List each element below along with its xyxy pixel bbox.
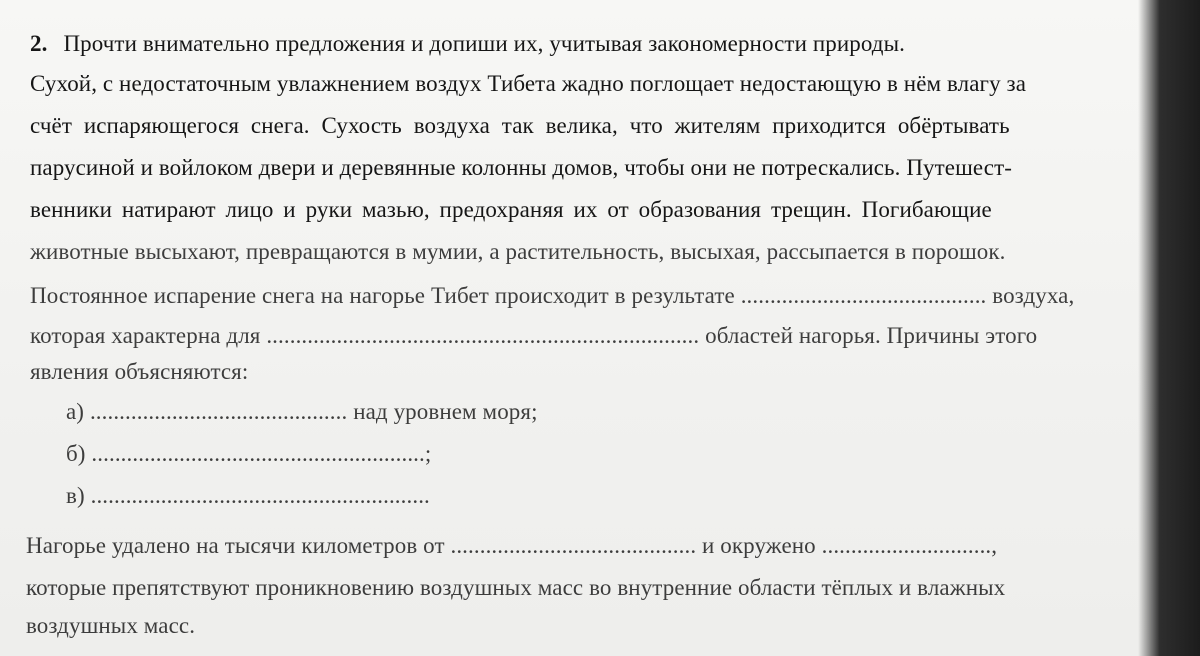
- fill-line-1-blank: ..........................................: [740, 283, 987, 308]
- answer-item-v: [66, 482, 430, 510]
- fill-line-1-start: Постоянное испарение снега на нагорье Тибет происходит в результате: [30, 283, 735, 308]
- last-line-2: которые препятствуют проникновению воздушных масс во внутренние области тёплых и влажных: [26, 575, 1006, 600]
- paragraph-line-3: парусиной и войлоком двери и деревянные колонны домов, чтобы они не потрескались. Путешест-: [30, 155, 1013, 180]
- fill-line-1-end: воздуха,: [992, 283, 1075, 308]
- answer-item-a-blank: ............................................: [89, 399, 348, 424]
- last-line-1-start: Нагорье удалено на тысячи километров от: [26, 533, 445, 558]
- answer-item-v-blank: ..........................................................: [90, 483, 430, 508]
- page-edge-shadow: [1138, 0, 1200, 656]
- fill-line-2-end: областей нагорья. Причины этого: [705, 323, 1038, 348]
- answer-item-b-label: б): [66, 441, 86, 466]
- task-heading: [30, 30, 905, 58]
- fill-line-2-blank: ..........................................................................: [266, 323, 700, 348]
- paragraph-line-1: Сухой, с недостаточным увлажнением воздух Тибета жадно поглощает недостающую в нём влагу за: [30, 71, 1027, 96]
- paragraph-line-2: счёт испаряющегося снега. Сухость воздуха так велика, что жителям приходится обёртывать: [30, 113, 1010, 138]
- task-instruction: Прочти внимательно предложения и допиши их, учитывая закономерности природы.: [63, 31, 906, 56]
- last-line-3: воздушных масс.: [26, 613, 196, 638]
- answer-item-b: [66, 440, 431, 468]
- answer-item-b-blank: .........................................................;: [91, 441, 432, 466]
- last-line-1-blank: ..........................................: [450, 533, 697, 558]
- answer-item-a-label: а): [66, 399, 85, 424]
- answer-item-a: [66, 398, 538, 426]
- answer-item-a-end: над уровнем моря;: [353, 399, 538, 424]
- last-line-1: [26, 532, 997, 560]
- paragraph-line-4: венники натирают лицо и руки мазью, предохраняя их от образования трещин. Погибающие: [30, 197, 992, 222]
- fill-line-1: [30, 282, 1074, 310]
- task-number: 2.: [30, 31, 48, 56]
- paragraph-line-5: животные высыхают, превращаются в мумии, а растительность, высыхая, рассыпается в порошок.: [30, 239, 1006, 264]
- last-line-1-mid: и окружено: [702, 533, 816, 558]
- fill-line-2: [30, 322, 1037, 350]
- answer-item-v-label: в): [66, 483, 85, 508]
- fill-line-3: явления объясняются:: [30, 359, 249, 384]
- fill-line-2-start: которая характерна для: [30, 323, 261, 348]
- last-line-1-blank-2: .............................,: [821, 533, 998, 558]
